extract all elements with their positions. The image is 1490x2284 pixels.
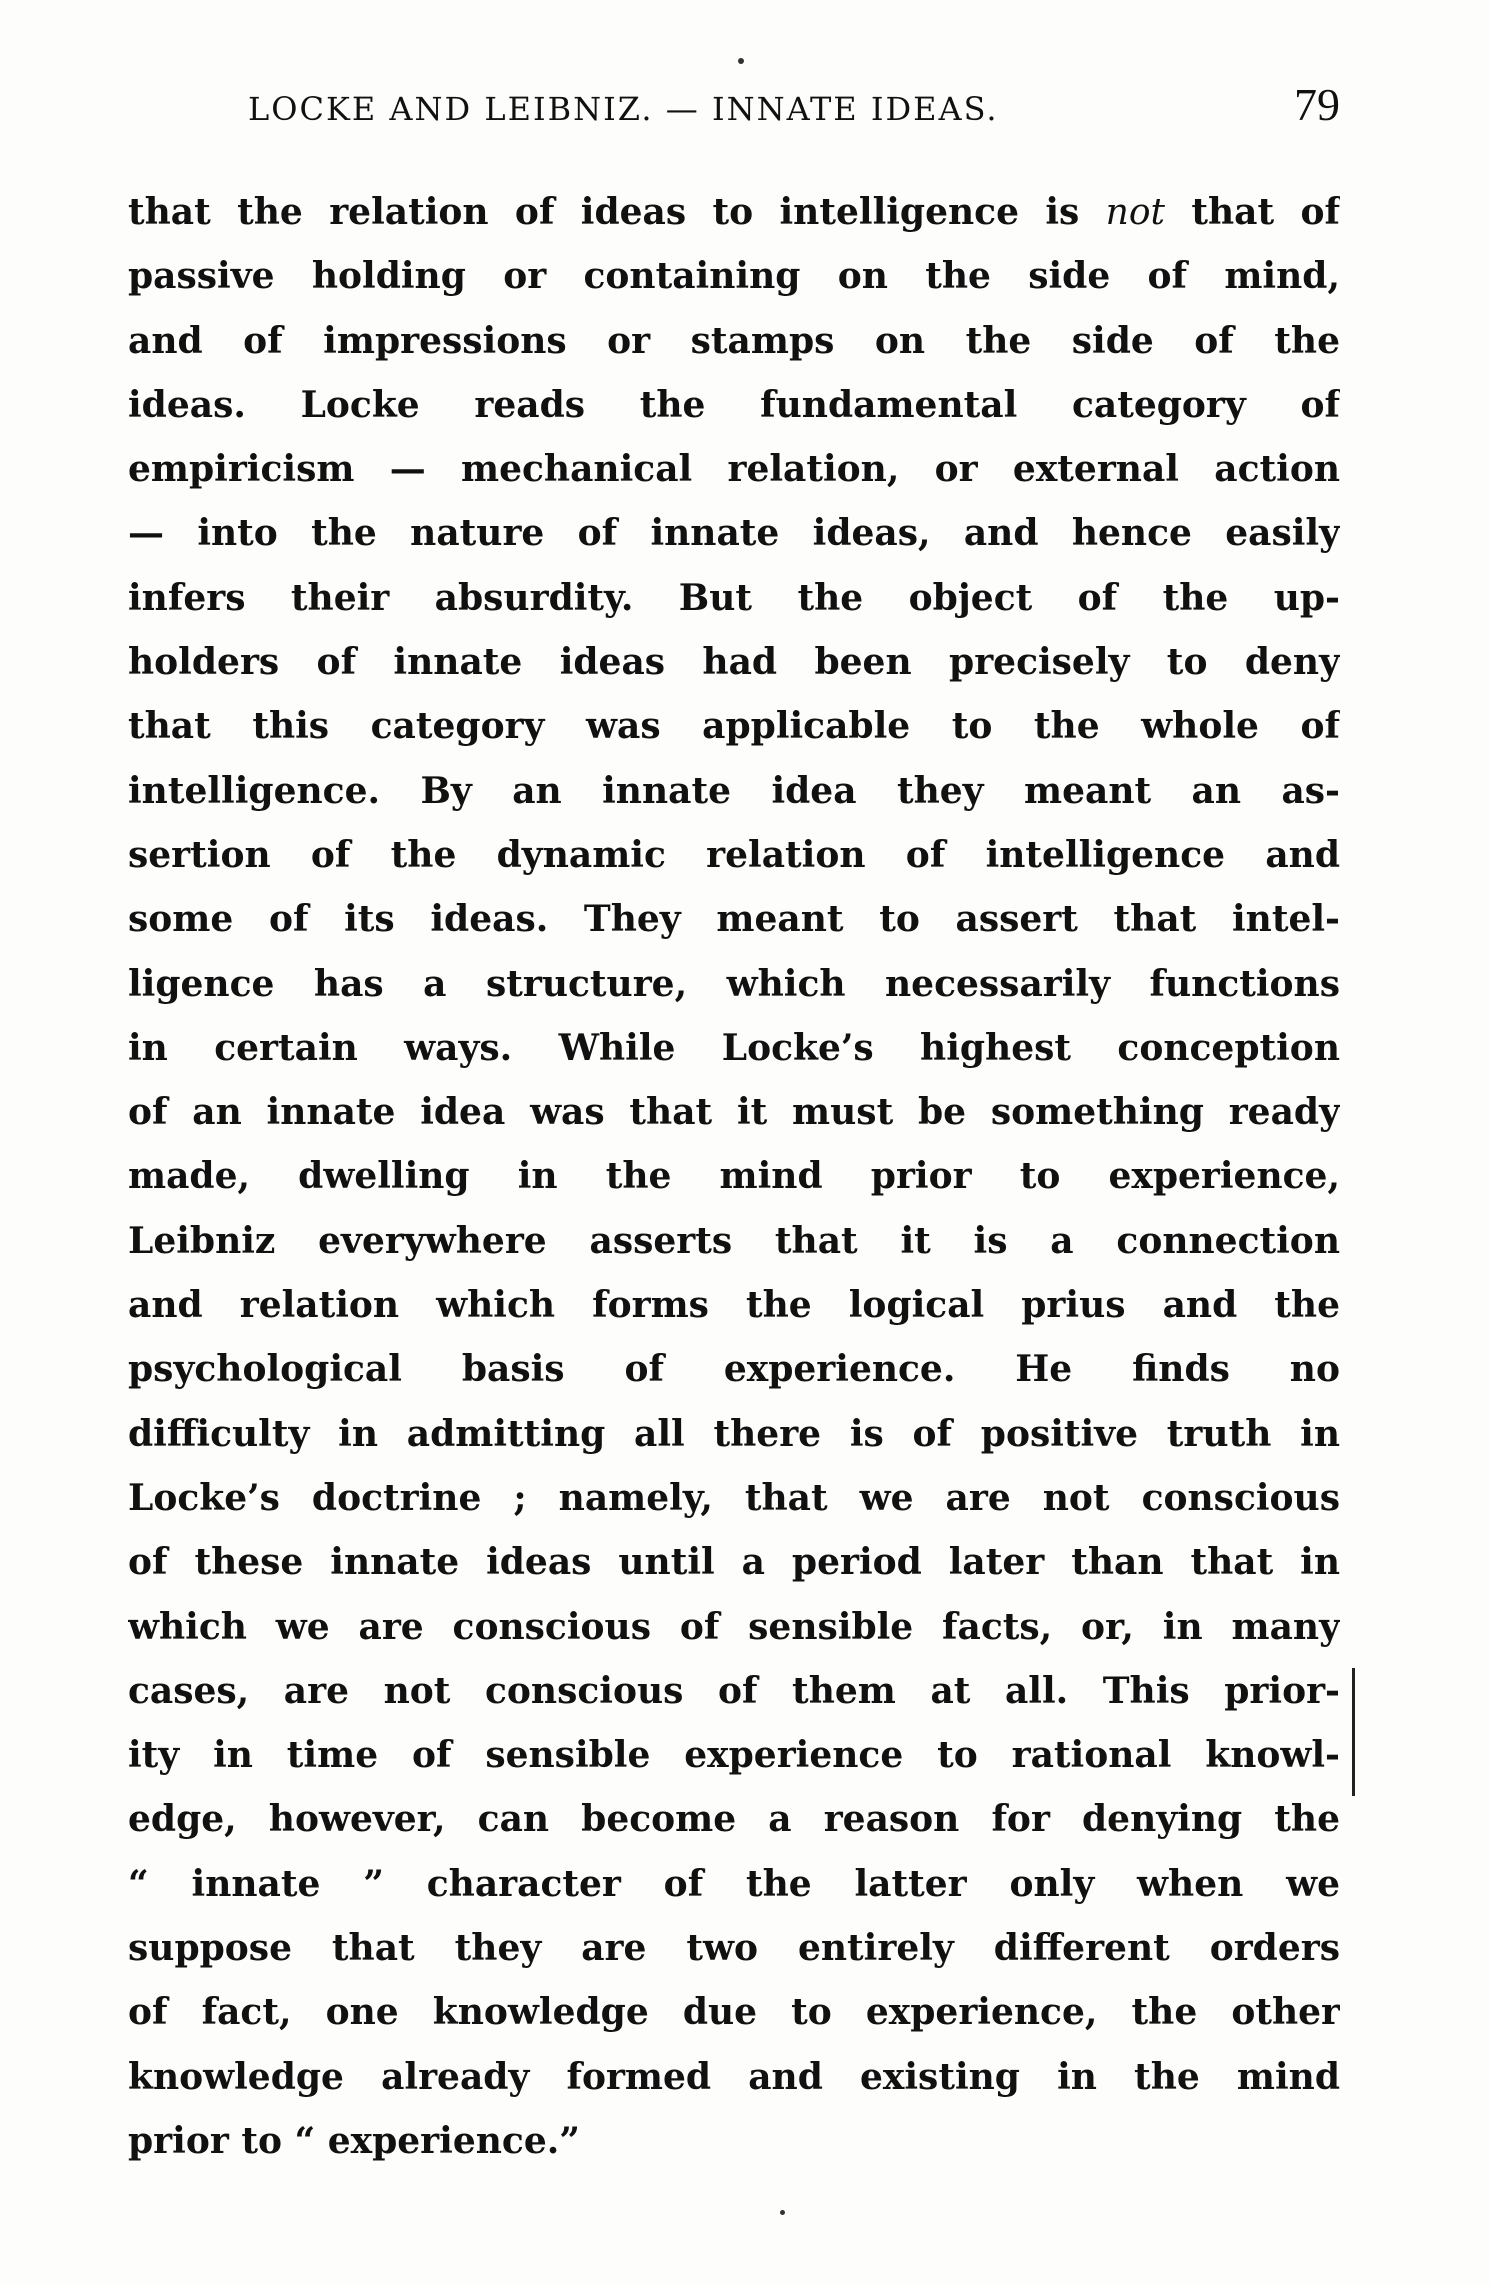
text-line	[128, 2109, 1340, 2173]
text-run: that the relation of ideas to intelligence is	[128, 191, 1106, 233]
text-run: made, dwelling in the mind prior to experience,	[128, 1155, 1340, 1198]
text-line	[128, 1273, 1340, 1337]
running-title: LOCKE AND LEIBNIZ. — INNATE IDEAS.	[248, 90, 999, 128]
text-run: some of its ideas. They meant to assert that intel-	[128, 898, 1340, 941]
text-line	[128, 244, 1340, 308]
text-run: difficulty in admitting all there is of positive truth in	[128, 1412, 1340, 1455]
margin-rule-mark	[1352, 1668, 1355, 1796]
text-run: Locke’s doctrine ; namely, that we are not conscious	[128, 1476, 1340, 1519]
text-line	[128, 2045, 1340, 2109]
print-speck-bottom	[780, 2210, 785, 2215]
text-run: and relation which forms the logical prius and the	[128, 1284, 1340, 1327]
text-run: ity in time of sensible experience to rational knowl-	[128, 1734, 1340, 1777]
text-line	[128, 952, 1340, 1016]
text-line	[128, 1723, 1340, 1787]
text-line	[128, 630, 1340, 694]
text-run: holders of innate ideas had been precisely to deny	[128, 641, 1340, 684]
text-line	[128, 823, 1340, 887]
text-line	[128, 1209, 1340, 1273]
text-line	[128, 309, 1340, 373]
page-number: 79	[1294, 79, 1340, 130]
text-run: edge, however, can become a reason for denying the	[128, 1798, 1340, 1841]
text-run: and of impressions or stamps on the side of the	[128, 319, 1340, 362]
text-line	[128, 1080, 1340, 1144]
text-line	[128, 1852, 1340, 1916]
text-line	[128, 1980, 1340, 2044]
italic-emphasis: not	[1105, 192, 1165, 233]
running-head	[248, 78, 1340, 138]
text-line	[128, 180, 1340, 244]
text-run: ligence has a structure, which necessarily functions	[128, 962, 1340, 1005]
text-run: knowledge already formed and existing in the mind	[128, 2055, 1340, 2098]
text-line	[128, 1144, 1340, 1208]
text-run: in certain ways. While Locke’s highest conception	[128, 1026, 1340, 1069]
text-run: of fact, one knowledge due to experience, the other	[128, 1991, 1340, 2034]
text-line	[128, 1016, 1340, 1080]
text-line	[128, 694, 1340, 758]
print-speck-top	[738, 58, 744, 64]
text-line	[128, 501, 1340, 565]
text-line	[128, 1466, 1340, 1530]
text-run: psychological basis of experience. He finds no	[128, 1348, 1340, 1391]
text-line	[128, 1916, 1340, 1980]
text-run: passive holding or containing on the side of mind,	[128, 255, 1340, 298]
text-run: of these innate ideas until a period later than that in	[128, 1541, 1340, 1584]
text-run: that this category was applicable to the whole of	[128, 705, 1340, 748]
text-run: ideas. Locke reads the fundamental category of	[128, 383, 1340, 426]
text-line	[128, 1530, 1340, 1594]
text-run: infers their absurdity. But the object of the up-	[128, 576, 1340, 619]
text-run: sertion of the dynamic relation of intelligence and	[128, 833, 1340, 876]
text-line	[128, 1337, 1340, 1401]
text-run: cases, are not conscious of them at all. This prior-	[128, 1669, 1340, 1712]
text-line	[128, 759, 1340, 823]
text-run: prior to “ experience.”	[128, 2119, 580, 2162]
text-line	[128, 373, 1340, 437]
text-line	[128, 887, 1340, 951]
body-paragraph	[128, 180, 1340, 2173]
text-run: “ innate ” character of the latter only when we	[128, 1862, 1340, 1905]
text-line	[128, 1787, 1340, 1851]
text-run: empiricism — mechanical relation, or external action	[128, 448, 1340, 491]
text-run: that of	[1165, 191, 1340, 233]
text-run: which we are conscious of sensible facts, or, in many	[128, 1605, 1340, 1648]
text-line	[128, 437, 1340, 501]
text-run: intelligence. By an innate idea they meant an as-	[128, 769, 1340, 812]
text-line	[128, 566, 1340, 630]
text-run: Leibniz everywhere asserts that it is a connection	[128, 1219, 1340, 1262]
text-line	[128, 1402, 1340, 1466]
text-run: of an innate idea was that it must be something ready	[128, 1091, 1340, 1134]
text-line	[128, 1595, 1340, 1659]
text-run: — into the nature of innate ideas, and hence easily	[128, 512, 1340, 555]
text-line	[128, 1659, 1340, 1723]
text-run: suppose that they are two entirely different orders	[128, 1927, 1340, 1970]
